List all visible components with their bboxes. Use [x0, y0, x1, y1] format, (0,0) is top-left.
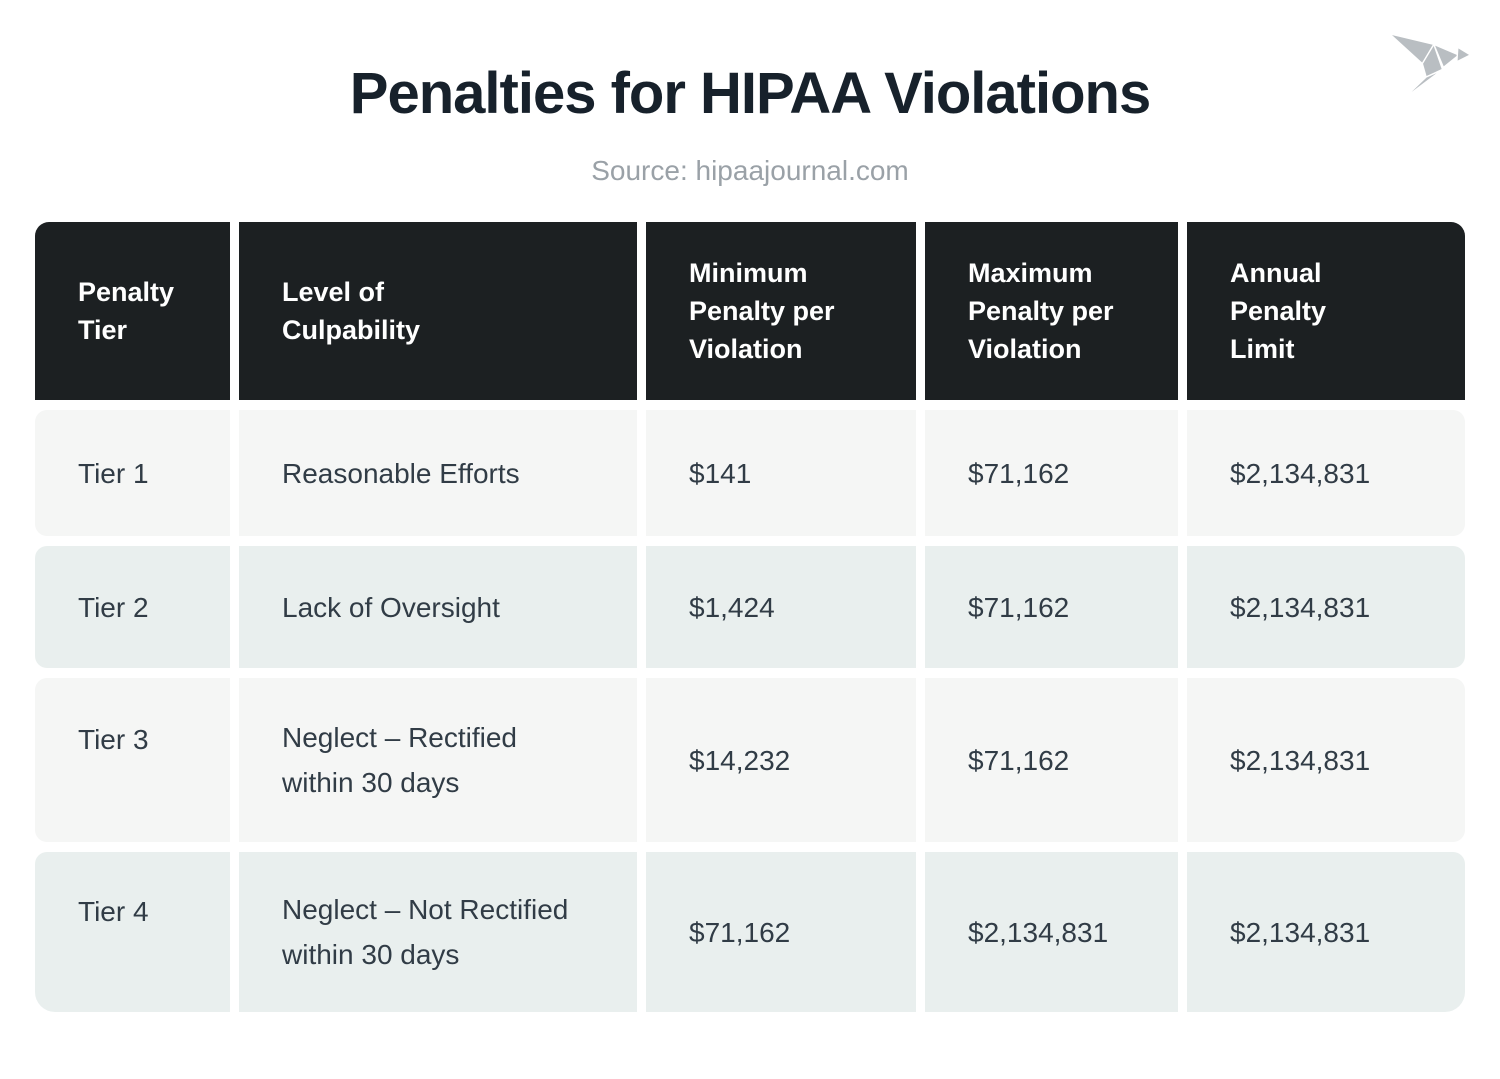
header-label: Annual Penalty Limit: [1230, 258, 1327, 364]
minimum-penalty-value: $14,232: [689, 744, 791, 776]
culpability-text: Neglect – Not Rectified within 30 days: [282, 894, 569, 970]
culpability-text: Lack of Oversight: [282, 591, 500, 623]
header-cell-level-of-culpability: [239, 222, 637, 400]
header-label: Minimum Penalty per Violation: [689, 258, 835, 364]
tier-cell: [35, 678, 230, 842]
page-title: Penalties for HIPAA Violations: [349, 61, 1151, 126]
header-cell-maximum-penalty: [925, 222, 1178, 400]
table-row: [35, 678, 1465, 842]
tier-cell: [35, 410, 230, 536]
annual-limit-cell: [1187, 410, 1465, 536]
tier-label: Tier 3: [78, 723, 149, 755]
tier-cell: [35, 852, 230, 1012]
annual-limit-value: $2,134,831: [1230, 916, 1371, 948]
table-row: [35, 546, 1465, 668]
tier-label: Tier 1: [78, 457, 149, 489]
table-row: [35, 852, 1465, 1012]
maximum-penalty-cell: [925, 678, 1178, 842]
maximum-penalty-cell: [925, 852, 1178, 1012]
minimum-penalty-cell: [646, 546, 916, 668]
culpability-text: Reasonable Efforts: [282, 457, 520, 489]
header-cell-penalty-tier: [35, 222, 230, 400]
maximum-penalty-cell: [925, 410, 1178, 536]
origami-bird-icon: [1382, 24, 1478, 108]
minimum-penalty-cell: [646, 410, 916, 536]
tier-label: Tier 4: [78, 895, 149, 927]
header-cell-annual-limit: [1187, 222, 1465, 400]
annual-limit-cell: [1187, 678, 1465, 842]
annual-limit-value: $2,134,831: [1230, 591, 1371, 623]
penalties-table: [35, 222, 1465, 1022]
culpability-text: Neglect – Rectified within 30 days: [282, 722, 518, 798]
table-row: [35, 410, 1465, 536]
table-body: [35, 410, 1465, 1012]
maximum-penalty-value: $71,162: [968, 591, 1070, 623]
annual-limit-cell: [1187, 546, 1465, 668]
tier-label: Tier 2: [78, 591, 149, 623]
culpability-cell: [239, 546, 637, 668]
header-label: Level of Culpability: [282, 277, 421, 345]
culpability-cell: [239, 678, 637, 842]
annual-limit-cell: [1187, 852, 1465, 1012]
header-cell-minimum-penalty: [646, 222, 916, 400]
minimum-penalty-value: $1,424: [689, 591, 775, 623]
source-attribution: Source: hipaajournal.com: [591, 155, 909, 186]
maximum-penalty-cell: [925, 546, 1178, 668]
culpability-cell: [239, 852, 637, 1012]
minimum-penalty-cell: [646, 678, 916, 842]
tier-cell: [35, 546, 230, 668]
maximum-penalty-value: $71,162: [968, 457, 1070, 489]
maximum-penalty-value: $2,134,831: [968, 916, 1109, 948]
minimum-penalty-cell: [646, 852, 916, 1012]
culpability-cell: [239, 410, 637, 536]
annual-limit-value: $2,134,831: [1230, 457, 1371, 489]
minimum-penalty-value: $71,162: [689, 916, 791, 948]
annual-limit-value: $2,134,831: [1230, 744, 1371, 776]
header-label: Penalty Tier: [78, 277, 175, 345]
minimum-penalty-value: $141: [689, 457, 752, 489]
maximum-penalty-value: $71,162: [968, 744, 1070, 776]
table-header-row: [35, 222, 1465, 400]
header-label: Maximum Penalty per Violation: [968, 258, 1114, 364]
